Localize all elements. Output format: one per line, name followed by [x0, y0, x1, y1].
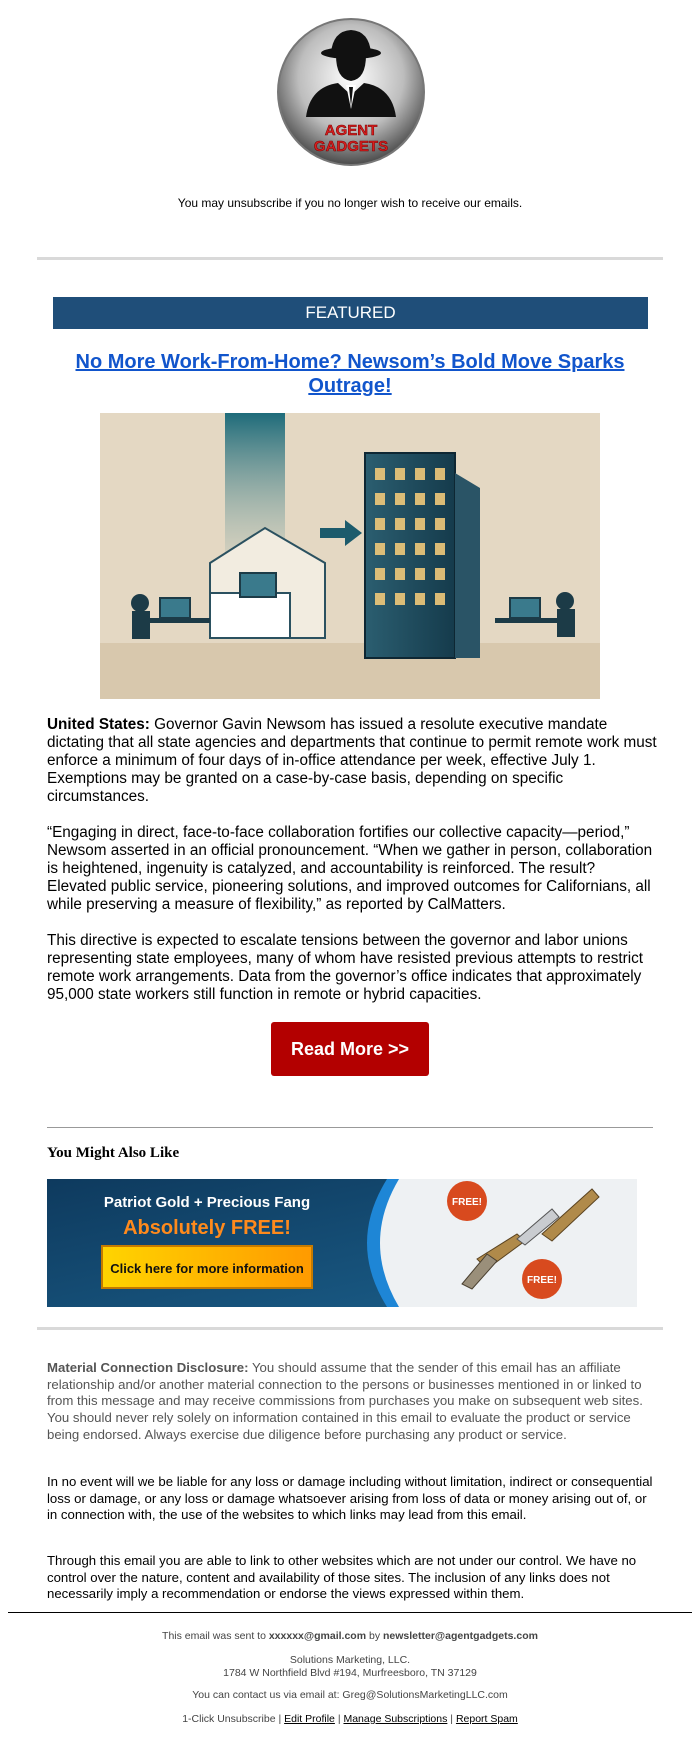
office-illustration-icon — [100, 413, 600, 699]
recipient-email: xxxxxx@gmail.com — [268, 1630, 367, 1642]
sent-to-notice — [0, 1630, 700, 1643]
divider — [8, 1612, 692, 1613]
one-click-unsubscribe[interactable]: 1-Click Unsubscribe — [182, 1713, 276, 1725]
svg-text:FREE!: FREE! — [527, 1275, 557, 1286]
svg-text:Absolutely FREE!: Absolutely FREE! — [123, 1217, 291, 1239]
sent-prefix: This email was sent to — [162, 1630, 269, 1642]
spy-logo-icon — [276, 17, 426, 167]
disclosure-label: Material Connection Disclosure: — [47, 1360, 249, 1375]
company-name: Solutions Marketing, LLC. — [289, 1654, 411, 1666]
divider — [37, 257, 663, 260]
svg-text:Click here for more informatio: Click here for more information — [110, 1261, 304, 1276]
svg-text:AGENT: AGENT — [324, 122, 378, 139]
footer-links — [0, 1713, 700, 1726]
edit-profile-link[interactable]: Edit Profile — [284, 1713, 335, 1725]
svg-text:Patriot Gold + Precious Fang: Patriot Gold + Precious Fang — [103, 1194, 311, 1211]
separator: | — [447, 1713, 456, 1725]
manage-subscriptions-link[interactable]: Manage Subscriptions — [343, 1713, 448, 1725]
featured-headline-link[interactable]: No More Work-From-Home? Newsom’s Bold Move Sparks Outrage! — [75, 351, 625, 397]
sender-email: newsletter@agentgadgets.com — [383, 1630, 538, 1642]
featured-article-image[interactable] — [100, 413, 600, 699]
contact-info: You can contact us via email at: Greg@SolutionsMarketingLLC.com — [192, 1689, 508, 1701]
separator: | — [334, 1713, 344, 1725]
material-disclosure — [47, 1360, 657, 1444]
knife-ad-icon — [47, 1179, 637, 1307]
svg-text:FREE!: FREE! — [452, 1197, 482, 1208]
featured-banner: FEATURED — [53, 297, 648, 329]
external-links-disclaimer: Through this email you are able to link to other websites which are not under our control. We have no control over the nature, content and availability of those sites. The inclusion of any links does not necessarily imply a recommendation or endorse the views expressed within them. — [47, 1553, 637, 1602]
patriot-gold-ad-banner[interactable] — [47, 1179, 637, 1307]
company-info — [0, 1654, 700, 1680]
location-label: United States: — [47, 716, 150, 733]
read-more-button[interactable]: Read More >> — [271, 1022, 429, 1076]
article-paragraph-1 — [47, 716, 657, 806]
svg-text:GADGETS: GADGETS — [313, 138, 389, 155]
liability-disclaimer: In no event will we be liable for any loss or damage including without limitation, indirect or consequential loss or damage, or any loss or damage whatsoever arising from loss of data or money arising out of, or in connection with, the use of the websites to which links may lead from this email. — [47, 1474, 653, 1523]
separator: | — [275, 1713, 285, 1725]
you-might-also-like-heading: You Might Also Like — [47, 1145, 180, 1161]
unsubscribe-notice: You may unsubscribe if you no longer wish to receive our emails. — [177, 196, 523, 210]
divider — [37, 1327, 663, 1330]
sent-by: by — [366, 1630, 383, 1642]
article-paragraph-3: This directive is expected to escalate tensions between the governor and labor unions representing state employees, many of whom have resisted previous attempts to restrict remote work arrangements. Data from the governor’s office indicates that approximately 95,000 state workers still function in remote or hybrid capacities. — [47, 932, 644, 1003]
disclosure-text: You should assume that the sender of this email has an affiliate relationship and/or another material connection to the persons or businesses mentioned in or linked to from this message and may receive commissions from purchases you make on subsequent web sites. You should never rely solely on information contained in this email to evaluate the product or service being endorsed. Always exercise due diligence before purchasing any product or service. — [47, 1360, 643, 1442]
company-address: 1784 W Northfield Blvd #194, Murfreesboro, TN 37129 — [223, 1667, 477, 1679]
agent-gadgets-logo[interactable] — [276, 17, 426, 167]
report-spam-link[interactable]: Report Spam — [455, 1713, 518, 1725]
paragraph-1-text: Governor Gavin Newsom has issued a resolute executive mandate dictating that all state agencies and departments that continue to permit remote work must enforce a minimum of four days of in-office attendance per week, effective July 1. Exemptions may be granted on a case-by-case basis, depending on specific circumstances. — [47, 716, 657, 805]
article-paragraph-2: “Engaging in direct, face-to-face collaboration fortifies our collective capacity—period,” Newsom asserted in an official pronouncement. “When we gather in person, collaboration is heightened, ingenuity is catalyzed, and accountability is reinforced. The result? Elevated public service, pioneering solutions, and improved outcomes for Californians, all while preserving a measure of flexibility,” as reported by CalMatters. — [47, 824, 653, 913]
divider — [47, 1127, 653, 1128]
